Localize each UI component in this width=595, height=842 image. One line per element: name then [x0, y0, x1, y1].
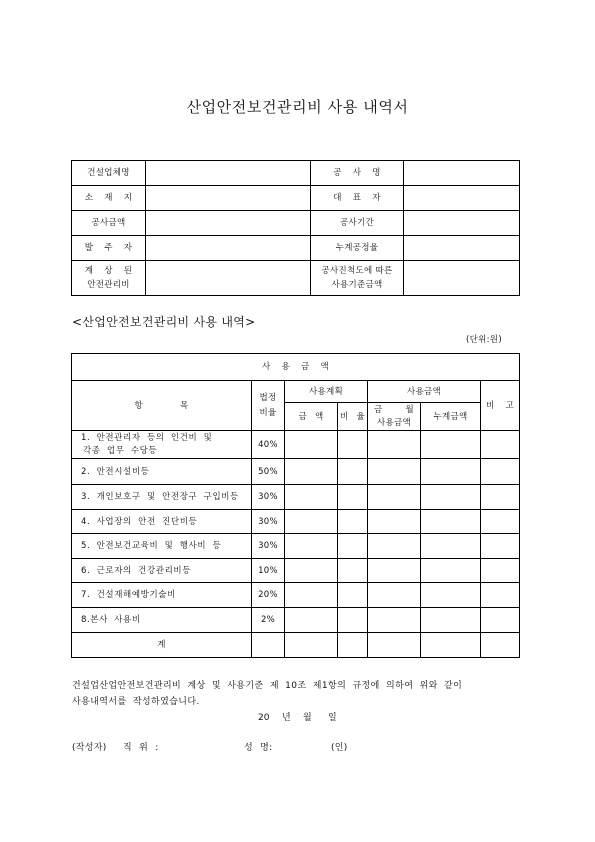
total-this-month-amount-cell [368, 633, 421, 658]
cumulative-amount-cell [421, 510, 481, 534]
date-day-label: 일 [328, 713, 337, 723]
plan-amount-cell [285, 534, 338, 559]
cumulative-amount-cell [421, 431, 481, 459]
item-cell: 5. 안전보건교육비 및 행사비 등 [72, 534, 252, 559]
item-cell: 6. 근로자의 건강관리비등 [72, 559, 252, 583]
remarks-cell [481, 583, 520, 608]
statement-line-2: 사용내역서를 작성하였습니다. [72, 697, 200, 707]
seal-label: (인) [331, 743, 348, 753]
plan-amount-cell [285, 559, 338, 583]
construction-period-value [404, 211, 520, 236]
representative-value [404, 186, 520, 211]
project-name-label: 공 사 명 [311, 161, 404, 186]
position-label: 직 위 : [123, 743, 159, 753]
item-cell: 7. 건설재해예방기술비 [72, 583, 252, 608]
cumulative-amount-header: 누계금액 [421, 403, 481, 431]
legal-ratio-cell: 40% [252, 431, 285, 459]
cumulative-progress-value [404, 236, 520, 261]
table-row [72, 559, 520, 583]
total-label: 계 [72, 633, 252, 658]
company-name-value [146, 161, 311, 186]
item-cell: 3. 개인보호구 및 안전장구 구입비등 [72, 485, 252, 510]
client-value [146, 236, 311, 261]
budgeted-safety-cost-value [146, 261, 311, 296]
cumulative-amount-cell [421, 534, 481, 559]
plan-ratio-cell [338, 485, 368, 510]
legal-ratio-header-line2: 비율 [259, 407, 277, 418]
cumulative-amount-cell [421, 583, 481, 608]
plan-ratio-cell [338, 431, 368, 459]
item-text: 1. 안전관리자 등의 인건비 및 [81, 432, 213, 443]
info-row [72, 161, 520, 186]
total-row [72, 633, 520, 658]
standard-usage-amount-label [311, 261, 404, 296]
legal-ratio-cell: 2% [252, 608, 285, 633]
table-row [72, 459, 520, 485]
remarks-cell [481, 431, 520, 459]
remarks-cell [481, 459, 520, 485]
legal-ratio-header [252, 381, 285, 431]
name-label: 성 명: [244, 743, 273, 753]
total-cumulative-amount-cell [421, 633, 481, 658]
item-header: 항 목 [72, 381, 252, 431]
plan-ratio-cell [338, 608, 368, 633]
cumulative-amount-cell [421, 559, 481, 583]
legal-ratio-cell: 30% [252, 485, 285, 510]
plan-ratio-cell [338, 559, 368, 583]
date-year-prefix: 20 [258, 713, 270, 723]
representative-label: 대 표 자 [311, 186, 404, 211]
cumulative-amount-cell [421, 608, 481, 633]
location-value [146, 186, 311, 211]
contract-amount-value [146, 211, 311, 236]
item-cell: 2. 안전시설비등 [72, 459, 252, 485]
this-month-amount-cell [368, 559, 421, 583]
plan-amount-cell [285, 459, 338, 485]
budgeted-safety-cost-label-line1: 계 상 된 [84, 266, 133, 276]
table-row [72, 534, 520, 559]
legal-ratio-cell: 30% [252, 534, 285, 559]
this-month-amount-cell [368, 510, 421, 534]
plan-ratio-cell [338, 534, 368, 559]
remarks-cell [481, 510, 520, 534]
plan-ratio-cell [338, 459, 368, 485]
this-month-amount-cell [368, 534, 421, 559]
cumulative-amount-cell [421, 485, 481, 510]
legal-ratio-cell: 20% [252, 583, 285, 608]
table-row [72, 583, 520, 608]
remarks-header: 비 고 [481, 381, 520, 431]
plan-amount-cell [285, 431, 338, 459]
plan-amount-cell [285, 608, 338, 633]
this-month-amount-header [368, 403, 421, 431]
project-name-value [404, 161, 520, 186]
plan-amount-cell [285, 583, 338, 608]
header-row [72, 381, 520, 403]
plan-ratio-cell [338, 583, 368, 608]
usage-amount-caption: 사 용 금 액 [72, 354, 520, 381]
item-text-continued: 각종 업무 수당등 [83, 445, 158, 456]
this-month-amount-cell [368, 485, 421, 510]
location-label: 소 재 지 [72, 186, 146, 211]
company-name-label: 건설업체명 [72, 161, 146, 186]
budgeted-safety-cost-label [72, 261, 146, 296]
info-row [72, 211, 520, 236]
this-month-amount-header-line1: 금 월 [373, 404, 415, 415]
cumulative-progress-label: 누계공정율 [311, 236, 404, 261]
table-row [72, 608, 520, 633]
this-month-amount-cell [368, 431, 421, 459]
client-label: 발 주 자 [72, 236, 146, 261]
plan-amount-header: 금 액 [285, 403, 338, 431]
total-legal-ratio-cell [252, 633, 285, 658]
budgeted-safety-cost-label-line2: 안전관리비 [87, 280, 130, 290]
contract-amount-label: 공사금액 [72, 211, 146, 236]
author-label: (작성자) [72, 743, 107, 753]
item-cell: 8.본사 사용비 [72, 608, 252, 633]
remarks-cell [481, 608, 520, 633]
this-month-amount-header-line2: 사용금액 [376, 417, 412, 428]
usage-actual-header: 사용금액 [368, 381, 481, 403]
project-info-table [71, 160, 520, 296]
date-month-label: 월 [303, 713, 312, 723]
remarks-cell [481, 534, 520, 559]
info-row [72, 186, 520, 211]
statement-line-1: 건설업산업안전보건관리비 계상 및 사용기준 제 10조 제1항의 규정에 의하여 위와 같이 [72, 681, 463, 691]
plan-amount-cell [285, 485, 338, 510]
info-row [72, 236, 520, 261]
this-month-amount-cell [368, 608, 421, 633]
this-month-amount-cell [368, 459, 421, 485]
section-heading: <산업안전보건관리비 사용 내역> [72, 315, 256, 329]
legal-ratio-cell: 10% [252, 559, 285, 583]
table-row [72, 485, 520, 510]
date-year-label: 년 [282, 713, 291, 723]
legal-ratio-cell: 50% [252, 459, 285, 485]
table-row [72, 431, 520, 459]
document-title: 산업안전보건관리비 사용 내역서 [186, 98, 409, 116]
standard-usage-amount-label-line2: 사용기준금액 [331, 280, 383, 290]
total-remarks-cell [481, 633, 520, 658]
table-row [72, 510, 520, 534]
total-plan-amount-cell [285, 633, 338, 658]
plan-amount-cell [285, 510, 338, 534]
legal-ratio-header-line1: 법정 [259, 392, 277, 403]
standard-usage-amount-label-line1: 공사진척도에 따른 [321, 266, 393, 276]
usage-plan-header: 사용계획 [285, 381, 368, 403]
this-month-amount-cell [368, 583, 421, 608]
remarks-cell [481, 485, 520, 510]
plan-ratio-header: 비 율 [338, 403, 368, 431]
info-row [72, 261, 520, 296]
plan-ratio-cell [338, 510, 368, 534]
item-cell: 4. 사업장의 안전 진단비등 [72, 510, 252, 534]
legal-ratio-cell: 30% [252, 510, 285, 534]
total-plan-ratio-cell [338, 633, 368, 658]
remarks-cell [481, 559, 520, 583]
standard-usage-amount-value [404, 261, 520, 296]
item-cell [72, 431, 252, 459]
header-row [72, 354, 520, 381]
construction-period-label: 공사기간 [311, 211, 404, 236]
unit-note: (단위:원) [466, 335, 502, 345]
cumulative-amount-cell [421, 459, 481, 485]
usage-table [71, 353, 520, 658]
